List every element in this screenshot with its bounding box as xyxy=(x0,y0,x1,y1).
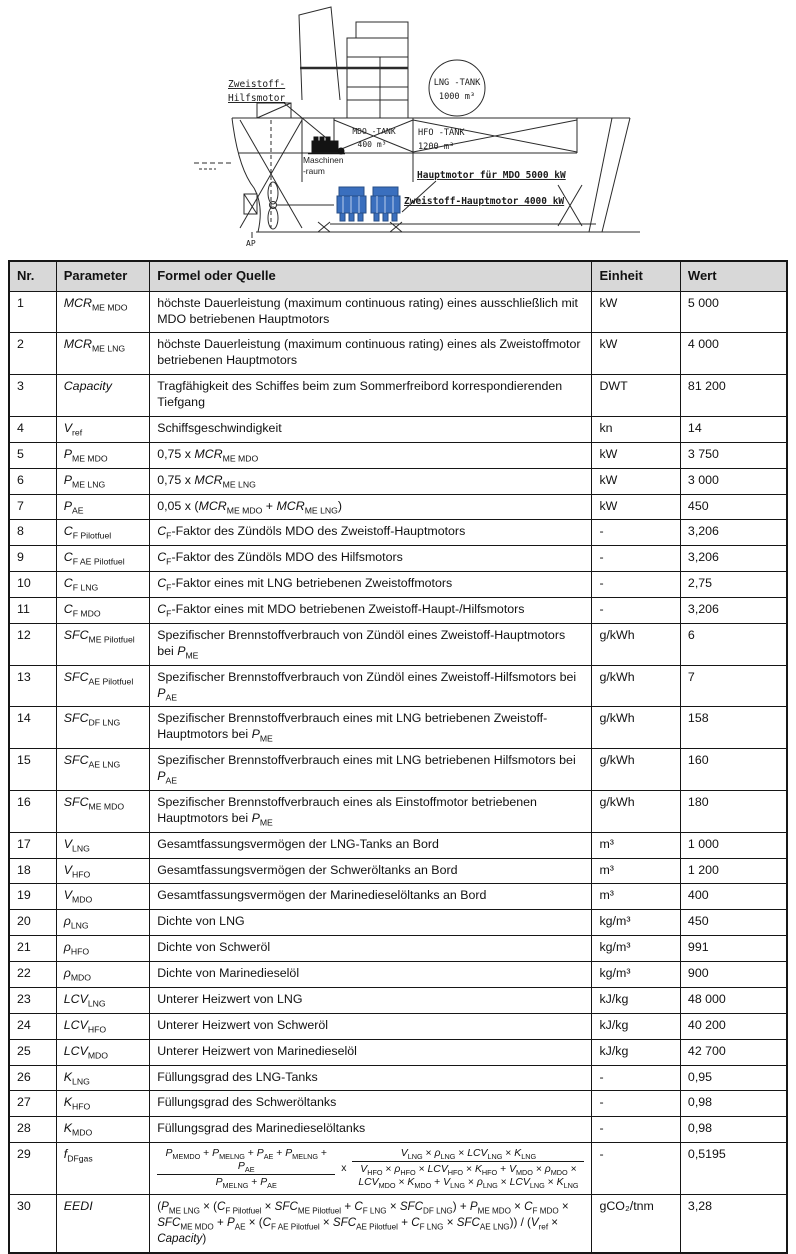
lng-tank-label: LNG -TANK xyxy=(433,78,481,88)
cell-formel: $C_F$-Faktor des Zündöls MDO des Hilfsmotors xyxy=(150,546,592,572)
table-row xyxy=(9,494,787,520)
engine-room-label-line2: -raum xyxy=(303,166,325,176)
hfo-tank-label: HFO -TANK xyxy=(418,128,465,138)
cell-formel: $C_F$-Faktor eines mit MDO betriebenen Zweistoff-Haupt-/Hilfsmotors xyxy=(150,598,592,624)
cell-einheit: gCO₂/tnm xyxy=(592,1195,680,1253)
cell-einheit: kW xyxy=(592,291,680,333)
cell-parameter: $SFC_{ME MDO}$ xyxy=(56,790,149,832)
cell-parameter: $V_{HFO}$ xyxy=(56,858,149,884)
cell-formel: Spezifischer Brennstoffverbrauch eines mit LNG betriebenen Zweistoff-Hauptmotors bei $P_{ME}$ xyxy=(150,707,592,749)
cell-parameter: $K_{MDO}$ xyxy=(56,1117,149,1143)
table-row xyxy=(9,1039,787,1065)
mdo-tank-volume: 400 m³ xyxy=(357,140,387,149)
cell-formel: höchste Dauerleistung (maximum continuous rating) eines ausschließlich mit MDO betriebenen Hauptmotors xyxy=(150,291,592,333)
cell-formel: Unterer Heizwert von Marinedieselöl xyxy=(150,1039,592,1065)
cell-nr: 17 xyxy=(9,832,56,858)
cell-nr: 10 xyxy=(9,572,56,598)
stern-contour xyxy=(232,118,260,232)
cell-nr: 2 xyxy=(9,333,56,375)
cell-parameter: $C_{F Pilotfuel}$ xyxy=(56,520,149,546)
table-row xyxy=(9,749,787,791)
cell-parameter: $f_{DFgas}$ xyxy=(56,1143,149,1195)
cell-formel: $(P_{ME LNG} \times (C_{F Pilotfuel} \times SFC_{ME Pilotfuel} + C_{F LNG} \times SFC_{DF LNG}) + P_{ME MDO} \times C_{F MDO} \times SFC_{ME MDO} + P_{AE} \times (C_{F AE Pilotfuel} \times SFC_{AE Pilotfuel} + C_{F LNG} \times SFC_{AE LNG})) / (V_{ref}$ × Capacity) xyxy=(150,1195,592,1253)
cell-formel: $C_F$-Faktor eines mit LNG betriebenen Zweistoffmotors xyxy=(150,572,592,598)
aux-engine-label-line1: Zweistoff- xyxy=(228,79,286,90)
cell-parameter: $SFC_{ME Pilotfuel}$ xyxy=(56,623,149,665)
cell-formel: Füllungsgrad des LNG-Tanks xyxy=(150,1065,592,1091)
cell-einheit: kW xyxy=(592,494,680,520)
main-engine-mdo-label: Hauptmotor für MDO 5000 kW xyxy=(417,170,566,181)
cell-nr: 7 xyxy=(9,494,56,520)
cell-nr: 27 xyxy=(9,1091,56,1117)
cell-wert: 3 750 xyxy=(680,442,787,468)
col-header-nr: Nr. xyxy=(9,261,56,291)
col-header-einheit: Einheit xyxy=(592,261,680,291)
cell-wert: 0,5195 xyxy=(680,1143,787,1195)
cell-parameter: EEDI xyxy=(56,1195,149,1253)
cell-einheit: g/kWh xyxy=(592,749,680,791)
cell-einheit: - xyxy=(592,598,680,624)
table-row xyxy=(9,416,787,442)
cell-formel: $C_F$-Faktor des Zündöls MDO des Zweistoff-Hauptmotors xyxy=(150,520,592,546)
cell-einheit: - xyxy=(592,520,680,546)
cell-wert: 160 xyxy=(680,749,787,791)
propeller xyxy=(268,182,334,229)
dual-fuel-engine-icon xyxy=(371,187,400,221)
cell-parameter: $P_{ME MDO}$ xyxy=(56,442,149,468)
cell-einheit: kW xyxy=(592,468,680,494)
table-row xyxy=(9,572,787,598)
cell-parameter: $V_{LNG}$ xyxy=(56,832,149,858)
cell-formel: Spezifischer Brennstoffverbrauch von Zündöl eines Zweistoff-Hauptmotors bei $P_{ME}$ xyxy=(150,623,592,665)
cell-parameter: $SFC_{AE Pilotfuel}$ xyxy=(56,665,149,707)
cell-formel: Füllungsgrad des Marinedieselöltanks xyxy=(150,1117,592,1143)
cell-wert: 3,206 xyxy=(680,520,787,546)
cell-wert: 6 xyxy=(680,623,787,665)
cell-formel: 0,75 x $MCR_{ME MDO}$ xyxy=(150,442,592,468)
engine-room-label-line1: Maschinen xyxy=(303,155,344,165)
cell-einheit: - xyxy=(592,1065,680,1091)
cell-nr: 6 xyxy=(9,468,56,494)
cell-nr: 21 xyxy=(9,936,56,962)
cell-formel: Tragfähigkeit des Schiffes beim zum Sommerfreibord korrespondierenden Tiefgang xyxy=(150,375,592,417)
cell-nr: 24 xyxy=(9,1013,56,1039)
cell-wert: 14 xyxy=(680,416,787,442)
cell-wert: 3,206 xyxy=(680,598,787,624)
cell-formel xyxy=(150,1143,592,1195)
cell-nr: 20 xyxy=(9,910,56,936)
ap-label: AP xyxy=(246,239,256,248)
cell-formel: Spezifischer Brennstoffverbrauch eines mit LNG betriebenen Hilfsmotors bei $P_{AE}$ xyxy=(150,749,592,791)
cell-nr: 13 xyxy=(9,665,56,707)
cell-nr: 11 xyxy=(9,598,56,624)
cell-einheit: DWT xyxy=(592,375,680,417)
cell-nr: 8 xyxy=(9,520,56,546)
cell-nr: 14 xyxy=(9,707,56,749)
lng-tank-circle xyxy=(429,60,485,116)
cell-parameter: $K_{HFO}$ xyxy=(56,1091,149,1117)
cell-parameter: $\rho_{MDO}$ xyxy=(56,962,149,988)
cell-einheit: - xyxy=(592,1143,680,1195)
mdo-tank-label: MDO -TANK xyxy=(352,127,396,136)
cell-nr: 19 xyxy=(9,884,56,910)
cell-nr: 25 xyxy=(9,1039,56,1065)
cell-einheit: kJ/kg xyxy=(592,1013,680,1039)
cell-wert: 450 xyxy=(680,494,787,520)
cell-einheit: - xyxy=(592,1091,680,1117)
cell-parameter: $SFC_{DF LNG}$ xyxy=(56,707,149,749)
cell-nr: 15 xyxy=(9,749,56,791)
col-header-parameter: Parameter xyxy=(56,261,149,291)
cell-nr: 29 xyxy=(9,1143,56,1195)
cell-wert: 1 200 xyxy=(680,858,787,884)
cell-wert: 40 200 xyxy=(680,1013,787,1039)
cell-nr: 18 xyxy=(9,858,56,884)
cell-wert: 42 700 xyxy=(680,1039,787,1065)
table-row xyxy=(9,832,787,858)
cell-formel: Gesamtfassungsvermögen der LNG-Tanks an Bord xyxy=(150,832,592,858)
table-row xyxy=(9,1065,787,1091)
funnel xyxy=(299,7,340,100)
cell-parameter: $K_{LNG}$ xyxy=(56,1065,149,1091)
cell-formel: höchste Dauerleistung (maximum continuous rating) eines als Zweistoffmotor betriebenen Hauptmotors xyxy=(150,333,592,375)
cell-wert: 0,98 xyxy=(680,1091,787,1117)
cell-formel: Schiffsgeschwindigkeit xyxy=(150,416,592,442)
cell-einheit: g/kWh xyxy=(592,623,680,665)
cell-nr: 12 xyxy=(9,623,56,665)
parameter-table xyxy=(8,260,788,1254)
bow-line xyxy=(602,118,630,232)
cell-parameter: $C_{F LNG}$ xyxy=(56,572,149,598)
table-row xyxy=(9,598,787,624)
cell-wert: 3,206 xyxy=(680,546,787,572)
cell-nr: 4 xyxy=(9,416,56,442)
cell-nr: 23 xyxy=(9,987,56,1013)
cell-parameter: $C_{F MDO}$ xyxy=(56,598,149,624)
cell-formel: Gesamtfassungsvermögen der Marinedieselöltanks an Bord xyxy=(150,884,592,910)
cell-parameter: $V_{MDO}$ xyxy=(56,884,149,910)
table-row xyxy=(9,884,787,910)
table-row xyxy=(9,291,787,333)
cell-parameter: $P_{AE}$ xyxy=(56,494,149,520)
table-row xyxy=(9,987,787,1013)
cell-einheit: - xyxy=(592,546,680,572)
table-row xyxy=(9,936,787,962)
ship-diagram xyxy=(0,0,796,256)
cell-einheit: kJ/kg xyxy=(592,1039,680,1065)
deckhouse xyxy=(347,38,408,118)
table-row xyxy=(9,468,787,494)
cell-einheit: g/kWh xyxy=(592,707,680,749)
cell-einheit: kW xyxy=(592,442,680,468)
cell-einheit: g/kWh xyxy=(592,665,680,707)
cell-nr: 28 xyxy=(9,1117,56,1143)
ship-diagram-svg xyxy=(0,0,796,256)
cell-wert: 7 xyxy=(680,665,787,707)
dual-fuel-engine-icon xyxy=(337,187,366,221)
cell-nr: 30 xyxy=(9,1195,56,1253)
cell-wert: 1 000 xyxy=(680,832,787,858)
cell-wert: 450 xyxy=(680,910,787,936)
cell-nr: 26 xyxy=(9,1065,56,1091)
cell-einheit: kg/m³ xyxy=(592,962,680,988)
table-row xyxy=(9,546,787,572)
cell-parameter: $LCV_{MDO}$ xyxy=(56,1039,149,1065)
cell-einheit: m³ xyxy=(592,884,680,910)
table-row xyxy=(9,333,787,375)
cell-einheit: - xyxy=(592,572,680,598)
cell-formel: Dichte von LNG xyxy=(150,910,592,936)
cell-nr: 9 xyxy=(9,546,56,572)
lng-tank-volume: 1000 m³ xyxy=(438,92,476,102)
cell-formel: Dichte von Marinedieselöl xyxy=(150,962,592,988)
dual-fuel-main-engine-label: Zweistoff-Hauptmotor 4000 kW xyxy=(404,196,565,207)
cell-wert: 2,75 xyxy=(680,572,787,598)
cell-parameter: Capacity xyxy=(56,375,149,417)
cell-nr: 3 xyxy=(9,375,56,417)
cell-einheit: m³ xyxy=(592,832,680,858)
table-row xyxy=(9,1117,787,1143)
table-row xyxy=(9,858,787,884)
table-row xyxy=(9,707,787,749)
cell-formel: Spezifischer Brennstoffverbrauch eines als Einstoffmotor betriebenen Hauptmotors bei $P_{ME}$ xyxy=(150,790,592,832)
cell-parameter: $C_{F AE Pilotfuel}$ xyxy=(56,546,149,572)
cell-wert: 48 000 xyxy=(680,987,787,1013)
cell-formel: Unterer Heizwert von Schweröl xyxy=(150,1013,592,1039)
cell-parameter: $SFC_{AE LNG}$ xyxy=(56,749,149,791)
table-row xyxy=(9,1091,787,1117)
cell-formel: Spezifischer Brennstoffverbrauch von Zündöl eines Zweistoff-Hilfsmotors bei $P_{AE}$ xyxy=(150,665,592,707)
cell-einheit: kJ/kg xyxy=(592,987,680,1013)
cell-formel: 0,05 x $(MCR_{ME MDO} + MCR_{ME LNG})$ xyxy=(150,494,592,520)
cell-formel: Unterer Heizwert von LNG xyxy=(150,987,592,1013)
cell-parameter: $LCV_{LNG}$ xyxy=(56,987,149,1013)
table-row xyxy=(9,1013,787,1039)
auxiliary-engine-icon xyxy=(308,137,345,154)
cell-parameter: $LCV_{HFO}$ xyxy=(56,1013,149,1039)
cell-formel: Dichte von Schweröl xyxy=(150,936,592,962)
cell-parameter: $V_{ref}$ xyxy=(56,416,149,442)
table-body xyxy=(9,291,787,1253)
cell-wert: 0,98 xyxy=(680,1117,787,1143)
cell-wert: 3 000 xyxy=(680,468,787,494)
table-row xyxy=(9,910,787,936)
hfo-tank-volume: 1200 m³ xyxy=(418,142,455,152)
cell-formel: Füllungsgrad des Schweröltanks xyxy=(150,1091,592,1117)
cell-wert: 991 xyxy=(680,936,787,962)
cell-parameter: $MCR_{ME LNG}$ xyxy=(56,333,149,375)
aux-engine-label-line2: Hilfsmotor xyxy=(228,93,286,104)
cell-formel: Gesamtfassungsvermögen der Schweröltanks an Bord xyxy=(150,858,592,884)
cell-wert: 81 200 xyxy=(680,375,787,417)
fraction-formula: $\frac{P_{MEMDO} + P_{MELNG} + P_{AE} + P_{MELNG} + P_{AE}}{P_{MELNG} + P_{AE}}$ x $V_{LNG} \times \rho_{LNG} \times LCV_{LNG} \times K_{LNG}$ $V_{HFO} \times \rho_{HFO} \times LCV_{HFO} \times K_{HFO} + V_{MDO} \times \rho_{MDO} \times LCV_{MDO} \times K_{MDO} + V_{LNG} \times \rho_{LNG} \times LCV_{LNG} \times K_{LNG}$ xyxy=(157,1147,584,1189)
cell-nr: 22 xyxy=(9,962,56,988)
table-header-row xyxy=(9,261,787,291)
rudder xyxy=(244,194,257,214)
cell-einheit: kg/m³ xyxy=(592,910,680,936)
table-row xyxy=(9,665,787,707)
table-row xyxy=(9,623,787,665)
cell-parameter: $\rho_{HFO}$ xyxy=(56,936,149,962)
cell-parameter: $P_{ME LNG}$ xyxy=(56,468,149,494)
table-row xyxy=(9,1143,787,1195)
table-row xyxy=(9,1195,787,1253)
table-row xyxy=(9,442,787,468)
cell-wert: 180 xyxy=(680,790,787,832)
cell-einheit: kn xyxy=(592,416,680,442)
cell-einheit: kW xyxy=(592,333,680,375)
cell-wert: 3,28 xyxy=(680,1195,787,1253)
cell-nr: 5 xyxy=(9,442,56,468)
cell-parameter: $\rho_{LNG}$ xyxy=(56,910,149,936)
table-row xyxy=(9,520,787,546)
table-row xyxy=(9,375,787,417)
bridge xyxy=(356,22,408,38)
table-row xyxy=(9,962,787,988)
col-header-wert: Wert xyxy=(680,261,787,291)
cell-wert: 900 xyxy=(680,962,787,988)
cell-wert: 0,95 xyxy=(680,1065,787,1091)
cell-wert: 400 xyxy=(680,884,787,910)
cell-einheit: - xyxy=(592,1117,680,1143)
cell-einheit: g/kWh xyxy=(592,790,680,832)
cell-parameter: $MCR_{ME MDO}$ xyxy=(56,291,149,333)
cell-formel: 0,75 x $MCR_{ME LNG}$ xyxy=(150,468,592,494)
col-header-formel: Formel oder Quelle xyxy=(150,261,592,291)
cell-einheit: m³ xyxy=(592,858,680,884)
cell-nr: 16 xyxy=(9,790,56,832)
table-row xyxy=(9,790,787,832)
cell-nr: 1 xyxy=(9,291,56,333)
cell-wert: 158 xyxy=(680,707,787,749)
cell-wert: 5 000 xyxy=(680,291,787,333)
cell-einheit: kg/m³ xyxy=(592,936,680,962)
cell-wert: 4 000 xyxy=(680,333,787,375)
